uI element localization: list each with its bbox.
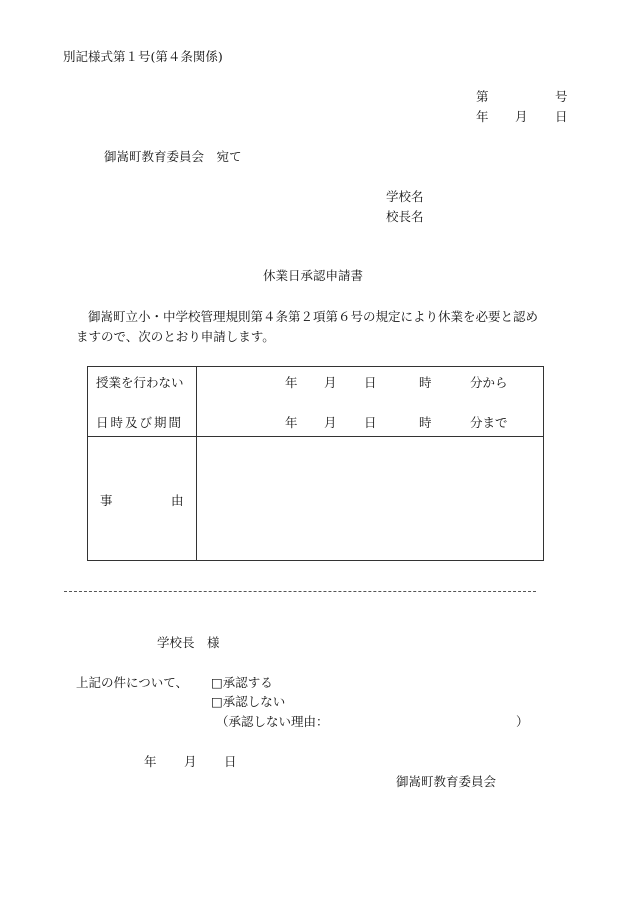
table-row-divider <box>88 436 543 437</box>
addressee: 御嵩町教育委員会 宛て <box>104 149 242 164</box>
cut-line <box>64 591 536 592</box>
principal-name-label: 校長名 <box>386 209 424 224</box>
doc-number-dai: 第 <box>476 89 489 104</box>
form-label: 別記様式第１号(第４条関係) <box>63 49 223 64</box>
reason-label-1: 事 <box>100 493 113 508</box>
date-header-day: 日 <box>555 109 568 124</box>
end-hour: 時 <box>419 415 432 430</box>
body-line-1: 御嵩町立小・中学校管理規則第４条第２項第６号の規定により休業を必要と認め <box>88 309 539 324</box>
reject-reason-open: （承認しない理由： <box>216 714 329 729</box>
start-minute: 分から <box>470 375 508 390</box>
reason-label-2: 由 <box>171 493 184 508</box>
document-title: 休業日承認申請書 <box>263 268 364 283</box>
start-year: 年 <box>285 375 298 390</box>
date-header-year: 年 <box>476 109 489 124</box>
start-hour: 時 <box>419 375 432 390</box>
table-column-divider <box>196 367 197 560</box>
period-label-line-2: 日時及び期間 <box>96 415 184 430</box>
reply-date-day: 日 <box>224 754 237 769</box>
end-minute: 分まで <box>470 415 508 430</box>
date-header-month: 月 <box>515 109 528 124</box>
start-month: 月 <box>324 375 337 390</box>
doc-number-go: 号 <box>555 89 568 104</box>
end-day: 日 <box>364 415 377 430</box>
start-day: 日 <box>364 375 377 390</box>
approve-option[interactable]: □承認する <box>211 675 273 690</box>
reply-lead: 上記の件について、 <box>76 675 189 690</box>
reply-date-year: 年 <box>144 754 157 769</box>
issuer: 御嵩町教育委員会 <box>396 774 497 789</box>
reply-to: 学校長 様 <box>157 635 220 650</box>
end-month: 月 <box>324 415 337 430</box>
period-label-line-1: 授業を行わない <box>96 375 184 390</box>
school-name-label: 学校名 <box>386 189 424 204</box>
end-year: 年 <box>285 415 298 430</box>
application-table <box>87 366 544 561</box>
reject-reason-close: ） <box>516 714 529 729</box>
reject-option[interactable]: □承認しない <box>211 694 286 709</box>
reason-field[interactable] <box>198 438 541 558</box>
reply-date-month: 月 <box>184 754 197 769</box>
body-line-2: ますので、次のとおり申請します。 <box>76 329 275 344</box>
